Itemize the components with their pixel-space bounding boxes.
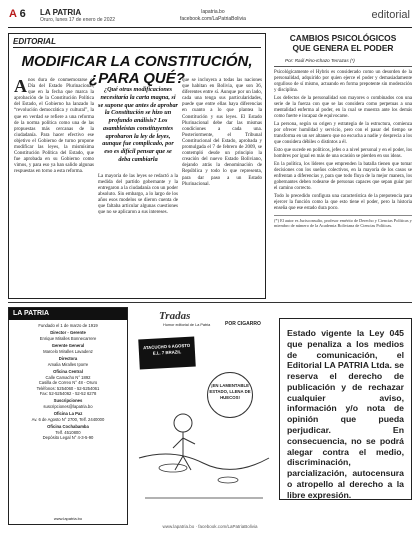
pull-quote: ¿Qué otras modificaciones necesitaría la carta magna, si se supone que antes de aprobar la Constitución se hizo un profundo análisis? Los asambleístas constituyentes aprobaron la ley de leyes, aunque fue complicado, por eso es difícil pensar que se deba cambiarla [98, 86, 178, 163]
staff-title: LA PATRIA [9, 308, 127, 320]
site-links [180, 9, 246, 23]
page-number [9, 8, 26, 20]
opinion-paragraph: Los defectos de la personalidad son mayores o combinados con una serie de la fuerza con que se las considera como perpetuas a una mentalidad enferma al poder, en la cual se muestra ante los demás como fuerte e incapaz de equivocarse. [274, 96, 412, 120]
section-divider [8, 302, 412, 303]
staff-role: Director - Gerente [50, 330, 86, 336]
editorial-rule [13, 47, 261, 48]
site-url[interactable]: lapatria.bo [201, 9, 225, 15]
opinion-author: Por: Raúl Pino-Ichazo Terrazas (*) [285, 58, 355, 64]
editorial-box [8, 33, 266, 299]
cartoon-logo: Tradas [159, 310, 191, 322]
drop-cap: A [14, 76, 27, 96]
masthead: LA PATRIA [40, 8, 82, 17]
subscriptions-email[interactable]: suscripciones@lapatria.bo [43, 403, 93, 409]
staff-body [9, 320, 127, 444]
editorial-column-2 [98, 78, 178, 216]
legal-deposit: Depósito Legal N° 4-3-5-90 [42, 435, 94, 441]
subscriptions-title: Suscripciones [53, 398, 83, 404]
legal-notice: Estado vigente la Ley 045 que penaliza a los medios de comunicación, el Editorial LA PATRIA Ltda. se reserva el derecho de publicación y de rechazar cualquier aviso, información y/o nota de opinión que pueda perjudicar. En consecuencia, no se podrá alegar contra el medio, discriminación, parcialización, autocensura o atropello al derecho a la libre expresión. [279, 318, 412, 500]
opinion-paragraph: La persona, según su origen y estrategia de la estructura, comienza por ofrecer humildad y servicio, pero con el pasar del tiempo se transforma en un ser altanero que no escucha a nadie y desprecia a los que considera débiles o distintos a él. [274, 122, 412, 145]
editorial-text-2: La mayoría de las leyes se redactó a la medida del partido gobernante y la entregaron a la ciudadanía con un poder absoluto. Sin embargo, a lo largo de los años esos modelos se dieron cuenta de que faltaba articular algunas cuestiones que no se aplicaron a sus intereses. [98, 173, 178, 216]
office-fax: Fax: 52-5254062 - 52-52 6278 [39, 390, 97, 396]
speech-bubble: ¡EN LAMENTABLE ESTADO, LLENA DE HUECOS! [207, 372, 253, 418]
editorial-text-3: que se incluyera a todas las naciones que habitan en Bolivia, que son 36, diferentes entre sí. Aunque por un lado, cada una tenga sus particularidades, puede que entre ellas haya diferencias en cuanto a lo que plantea la Constitución y sus leyes. El Estado Plurinacional debe dar las mismas condiciones a cada una. Posteriormente, el Tribunal Constitucional del Estado, aprobada y promulgada el 7 de febrero de 2009, se contempló desde un principio la creación del nuevo Estado Boliviano, dejando atrás la denominación de República y todo lo que representa, para dar paso a un Estado Plurinacional. [182, 78, 262, 187]
lapaz-office: Av. 6 de Agosto N° 2700, Telf. 2440000 [31, 416, 105, 422]
opinion-paragraph: En la política, los líderes que emprenden la batalla tienen que tomar decisiones con los sueños colectivos, en la mayoría de los casos se enfrentan a diferencias y, para que todo fluya de la mejor manera, los gobernantes deben rodearse de personas capaces que sepan guiar por el camino correcto. [274, 161, 412, 191]
staff-box [8, 307, 128, 525]
editorial-column-3 [182, 78, 262, 188]
page-footer: www.lapatria.bo · facebook.com/LaPatriaBolivia [162, 524, 258, 529]
opinion-body [274, 70, 412, 212]
edition-date: Oruro, lunes 17 de enero de 2022 [40, 17, 116, 23]
editorial-body [14, 78, 262, 296]
cartoon [133, 310, 271, 510]
header-rule [8, 27, 412, 28]
staff-founded: Fundado el 1 de marzo de 1919 [38, 323, 98, 328]
staff-footer-url[interactable]: www.lapatria.bo [53, 516, 83, 521]
cartoon-subtitle: Humor editorial de La Patria [163, 323, 211, 327]
author-bio: (*) El autor es Jurisconsulto, profesor emérito de Derecho y Ciencias Políticas y miembro de número de la Academia Boliviana de Ciencias Políticas. [274, 215, 412, 228]
staff-person: Enrique Miralles Bonnecarrere [39, 335, 97, 341]
editorial-text-1: nos dura de conmemorarse el Día del Estado Plurinacional, que en la fecha que marca la aprobación de la Constitución Política del Estado, el Gobierno ha lanzado la “revolución democrática y cultural”, la que en verdad se refiere a una reforma de la norma política como una de las propuestas más cercanas de la ciudadanía. Para hacer efectivo ese objetivo el Gobierno de turno propone modificar las leyes, la mismísima Constitución Política del Estado, que fue aprobada en su Gobierno como vimos, y para eso ya han salido algunas respuestas en torno a esta reforma. [14, 78, 94, 175]
page-number-value: 6 [19, 8, 26, 20]
opinion-paragraph: Todo lo precedido configura una característica de la prepotencia para ejercer la función como la que esto tiene el poder, pero la historia enseña que ese estado dura poco. [274, 193, 412, 211]
opinion-title [274, 33, 412, 53]
cochabamba-office-title: Oficina Cochabamba [47, 424, 89, 430]
cochabamba-office: Telf. 4510800 [55, 429, 81, 435]
office-phone: Teléfonos: 5254060 - 52-5254061 [36, 385, 100, 391]
staff-person: Amalia Miralles Iporre [47, 361, 89, 367]
lapaz-office-title: Oficina La Paz [53, 411, 83, 417]
office-mail: Casilla de Correo N° 48 - Oruro [38, 380, 98, 386]
opinion-rule [274, 66, 412, 67]
opinion-article [274, 33, 412, 228]
staff-role: Directora [58, 356, 78, 362]
opinion-paragraph: Esto que sucede en políticos, jefes o a nivel personal y en el poder, los hombres por igual en más de una ocasión se pierden en sus ideas. [274, 147, 412, 159]
staff-person: Marcelo Miralles Lavadenz [43, 348, 93, 354]
opinion-paragraph: Psicológicamente el Hybris es considerado como un desorden de la personalidad, adquirido por quien ejerce el poder y demasiadamente orgulloso de sí mismo, actuando en forma prepotente sin moderación y disciplina. [274, 70, 412, 94]
editorial-title: MODIFICAR LA CONSTITUCIÓN, ¿PARA QUÉ? [21, 53, 253, 87]
facebook-url[interactable]: facebook.com/LaPatriaBolivia [180, 16, 246, 22]
staff-role: Gerente General [51, 343, 85, 349]
page-header [0, 0, 420, 28]
opinion-title-line-1: CAMBIOS PSICOLÓGICOS [289, 33, 397, 43]
cartoon-sign: ATACUCHO 6 AGOSTO E.L. 7 BRAZIL [138, 337, 195, 370]
opinion-title-line-2: QUE GENERA EL PODER [292, 43, 394, 54]
editorial-column-1 [14, 78, 94, 176]
section-name: editorial [371, 9, 410, 21]
page-prefix: A [9, 8, 17, 20]
office-address: Calle Camacho N° 1892 [45, 374, 91, 380]
office-title: Oficina Central [53, 369, 83, 375]
cartoon-byline: POR CIGARRO [225, 321, 261, 327]
editorial-label: EDITORIAL [13, 37, 56, 46]
